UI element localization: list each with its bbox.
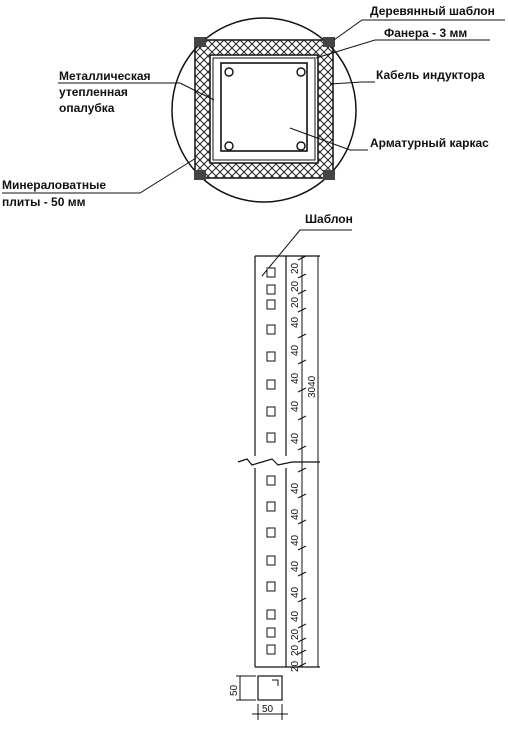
rebar: [297, 68, 305, 76]
wooden-template-corner: [323, 37, 335, 47]
dimension-label: 20: [290, 296, 301, 308]
template-slot: [267, 502, 275, 511]
dimension-label: 40: [290, 560, 301, 572]
template-title: Шаблон: [305, 212, 353, 226]
dimension-label: 20: [290, 644, 301, 656]
template-slot: [267, 610, 275, 619]
template-slot: [267, 628, 275, 637]
dimension-total: 3040: [307, 375, 318, 398]
dimension-label: 40: [290, 372, 301, 384]
template-slot: [267, 645, 275, 654]
dimension-label: 20: [290, 628, 301, 640]
rebar: [297, 142, 305, 150]
template-slot: [267, 300, 275, 309]
template-slot: [267, 528, 275, 537]
label-mineral-wool: Минераловатные: [2, 178, 107, 192]
dimension-label: 40: [290, 508, 301, 520]
dimension-label: 40: [290, 400, 301, 412]
dimension-label: 40: [290, 316, 301, 328]
label-metal-formwork: утепленная: [59, 85, 128, 99]
template-slot: [267, 380, 275, 389]
dimension-label: 40: [290, 344, 301, 356]
template-slot: [267, 352, 275, 361]
metal-formwork: [221, 63, 307, 151]
break-mark: [238, 459, 320, 465]
dimension-label: 20: [290, 262, 301, 274]
template-elevation: [238, 212, 353, 672]
slot-group-upper: [267, 268, 275, 442]
leader-line: [316, 40, 490, 58]
wooden-template-corner: [194, 170, 206, 180]
template-slot: [267, 268, 275, 277]
slot-group-lower: [267, 476, 275, 654]
template-slot: [267, 433, 275, 442]
template-slot: [267, 582, 275, 591]
dimension-label: 40: [290, 482, 301, 494]
label-rebar-cage: Арматурный каркас: [370, 136, 489, 150]
template-slot: [267, 325, 275, 334]
template-slot: [267, 476, 275, 485]
label-inductor-cable: Кабель индуктора: [376, 68, 485, 82]
wooden-template-corner: [194, 37, 206, 47]
template-slot: [267, 285, 275, 294]
label-metal-formwork: Металлическая: [59, 69, 151, 83]
rebar: [225, 68, 233, 76]
template-slot: [267, 407, 275, 416]
template-section: [229, 676, 288, 720]
label-mineral-wool: плиты - 50 мм: [2, 195, 86, 209]
rebar: [225, 142, 233, 150]
section-height: 50: [229, 684, 240, 696]
dimension-label: 40: [290, 432, 301, 444]
label-wooden-template: Деревянный шаблон: [370, 4, 495, 18]
wooden-template-corner: [323, 170, 335, 180]
template-slot: [267, 556, 275, 565]
dimension-label: 20: [290, 660, 301, 672]
dimension-label: 40: [290, 534, 301, 546]
label-metal-formwork: опалубка: [59, 101, 115, 115]
cross-section: [2, 4, 505, 209]
dimension-label: 40: [290, 610, 301, 622]
label-plywood: Фанера - 3 мм: [384, 26, 468, 40]
dimension-label: 20: [290, 280, 301, 292]
section-width: 50: [262, 704, 274, 715]
dimension-label: 40: [290, 586, 301, 598]
